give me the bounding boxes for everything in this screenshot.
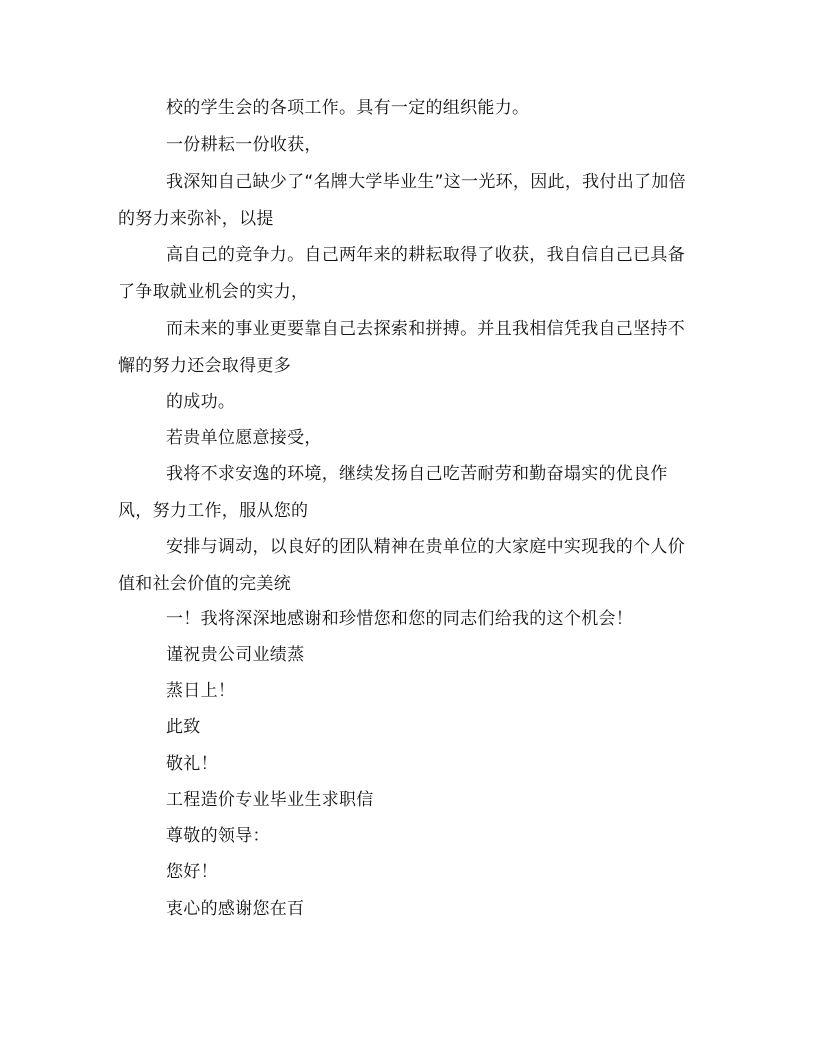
paragraph-12: 蒸日上！ [166,681,236,701]
paragraph-17: 您好！ [166,862,218,882]
paragraph-8: 我将不求安逸的环境，继续发扬自己吃苦耐劳和勤奋塌实的优良作风，努力工作，服从您的 [118,464,668,521]
paragraph-1: 校的学生会的各项工作。具有一定的组织能力。 [166,98,530,118]
paragraph-7: 若贵单位愿意接受， [166,428,322,448]
paragraph-14: 敬礼！ [166,754,218,774]
paragraph-13: 此致 [166,717,201,737]
paragraph-6: 的成功。 [166,392,236,412]
paragraph-4: 高自己的竞争力。自己两年来的耕耘取得了收获，我自信自己已具备了争取就业机会的实力， [118,245,685,302]
paragraph-15: 工程造价专业毕业生求职信 [166,790,374,810]
paragraph-2: 一份耕耘一份收获， [166,135,322,155]
paragraph-3: 我深知自己缺少了“名牌大学毕业生”这一光环，因此，我付出了加倍的努力来弥补，以提 [118,172,686,229]
paragraph-11: 谨祝贵公司业绩蒸 [166,645,305,665]
paragraph-16: 尊敬的领导： [166,826,270,846]
paragraph-5: 而未来的事业更要靠自己去探索和拼搏。并且我相信凭我自己坚持不懈的努力还会取得更多 [118,319,685,376]
paragraph-18: 衷心的感谢您在百 [166,899,305,919]
paragraph-9: 安排与调动，以良好的团队精神在贵单位的大家庭中实现我的个人价值和社会价值的完美统 [118,537,685,594]
paragraph-10: 一！我将深深地感谢和珍惜您和您的同志们给我的这个机会！ [166,609,634,629]
